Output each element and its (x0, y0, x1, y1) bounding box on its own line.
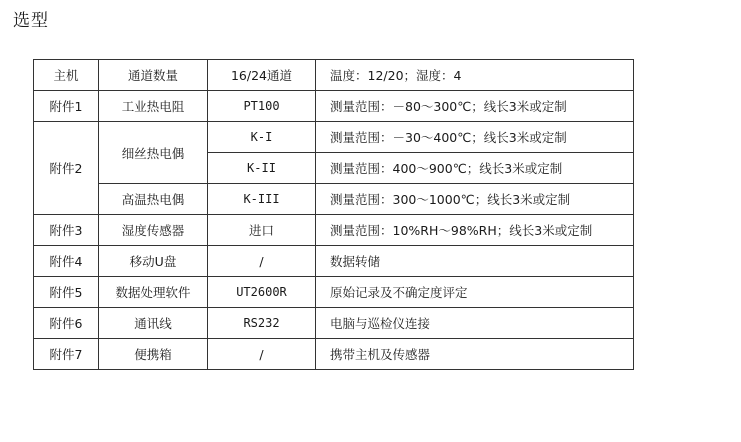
item-cell: 附件2 (34, 122, 99, 215)
table-row (34, 60, 634, 91)
item-cell: 附件6 (34, 308, 99, 339)
table-row (34, 215, 634, 246)
description-cell: 电脑与巡检仪连接 (316, 308, 634, 339)
item-cell: 附件7 (34, 339, 99, 370)
model-cell: K-II (208, 153, 316, 184)
item-cell: 附件5 (34, 277, 99, 308)
table-row (34, 91, 634, 122)
name-cell: 通讯线 (99, 308, 208, 339)
item-cell: 主机 (34, 60, 99, 91)
model-cell: K-III (208, 184, 316, 215)
description-cell: 原始记录及不确定度评定 (316, 277, 634, 308)
name-cell: 湿度传感器 (99, 215, 208, 246)
model-cell: RS232 (208, 308, 316, 339)
description-cell: 温度：12/20；湿度：4 (316, 60, 634, 91)
table-row (34, 246, 634, 277)
model-cell: K-I (208, 122, 316, 153)
model-cell: / (208, 339, 316, 370)
name-cell: 工业热电阻 (99, 91, 208, 122)
item-cell: 附件4 (34, 246, 99, 277)
name-cell: 通道数量 (99, 60, 208, 91)
model-cell: 进口 (208, 215, 316, 246)
description-cell: 携带主机及传感器 (316, 339, 634, 370)
name-cell: 数据处理软件 (99, 277, 208, 308)
table-row (34, 308, 634, 339)
model-cell: 16/24通道 (208, 60, 316, 91)
item-cell: 附件3 (34, 215, 99, 246)
model-cell: / (208, 246, 316, 277)
description-cell: 测量范围：300～1000℃；线长3米或定制 (316, 184, 634, 215)
description-cell: 测量范围：－80～300℃；线长3米或定制 (316, 91, 634, 122)
name-cell: 便携箱 (99, 339, 208, 370)
table-row (34, 122, 634, 153)
description-cell: 测量范围：400～900℃；线长3米或定制 (316, 153, 634, 184)
item-cell: 附件1 (34, 91, 99, 122)
model-cell: UT2600R (208, 277, 316, 308)
name-cell: 移动U盘 (99, 246, 208, 277)
section-heading: 选型 (13, 11, 49, 31)
selection-table (33, 59, 634, 370)
model-cell: PT100 (208, 91, 316, 122)
table-row (34, 184, 634, 215)
table-row (34, 339, 634, 370)
name-cell: 高温热电偶 (99, 184, 208, 215)
description-cell: 测量范围：－30～400℃；线长3米或定制 (316, 122, 634, 153)
table-row (34, 277, 634, 308)
description-cell: 数据转储 (316, 246, 634, 277)
name-cell: 细丝热电偶 (99, 122, 208, 184)
description-cell: 测量范围：10%RH～98%RH；线长3米或定制 (316, 215, 634, 246)
